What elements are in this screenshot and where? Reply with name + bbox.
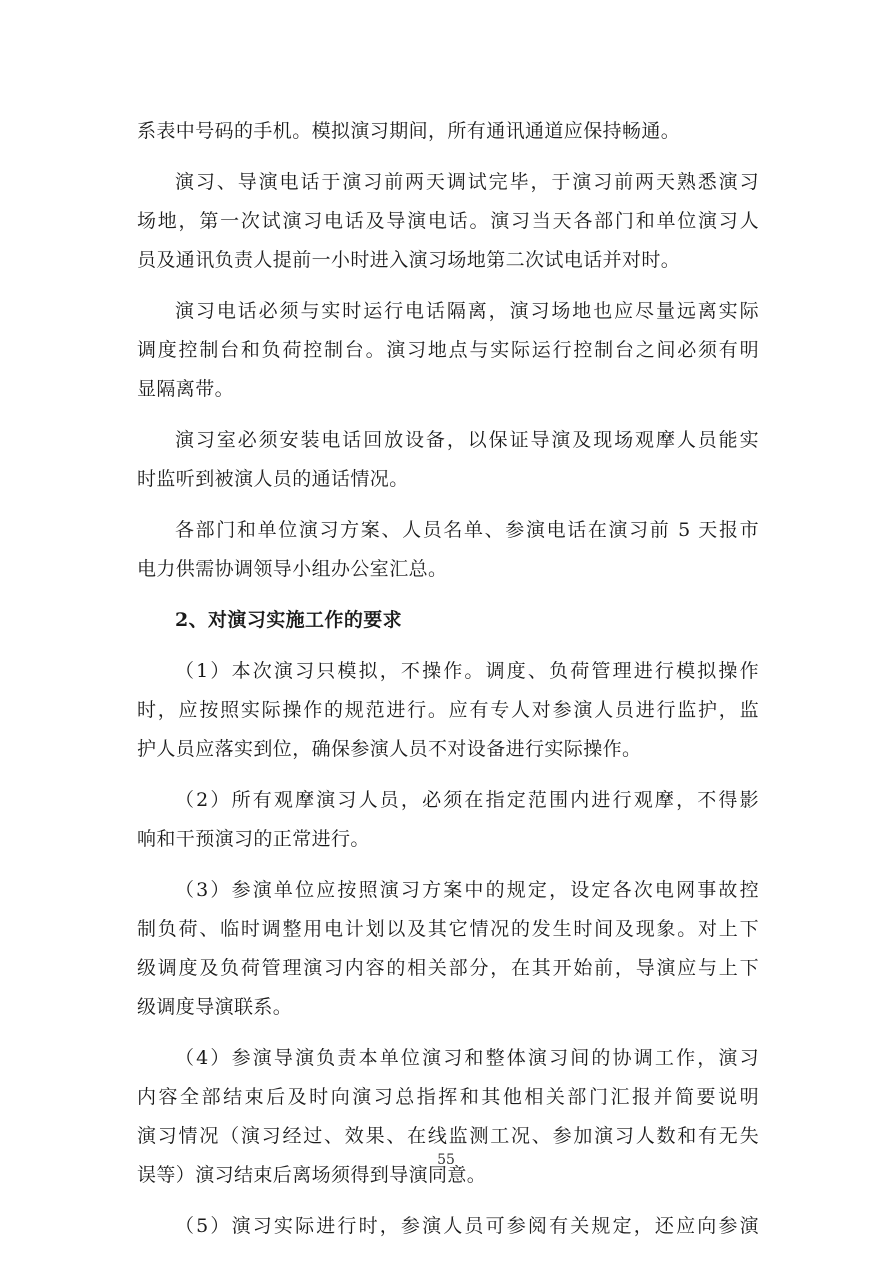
paragraph-gap bbox=[137, 151, 759, 163]
body-text-line: 时监听到被演人员的通话情况。 bbox=[137, 468, 409, 490]
body-text-line: 演习、导演电话于演习前两天调试完毕，于演习前两天熟悉演习 bbox=[175, 171, 759, 193]
body-text-line: 时，应按照实际操作的规范进行。应有专人对参演人员进行监护，监 bbox=[137, 699, 759, 721]
body-text-line: 护人员应落实到位，确保参演人员不对设备进行实际操作。 bbox=[137, 738, 642, 760]
document-page bbox=[137, 112, 759, 1246]
body-text-line: 制负荷、临时调整用电计划以及其它情况的发生时间及现象。对上下 bbox=[137, 918, 759, 940]
body-text-line: 系表中号码的手机。模拟演习期间，所有通讯通道应保持畅通。 bbox=[137, 120, 681, 142]
body-text-line: （3）参演单位应按照演习方案中的规定，设定各次电网事故控 bbox=[175, 879, 759, 901]
paragraph-gap bbox=[137, 409, 759, 421]
body-text-line: 响和干预演习的正常进行。 bbox=[137, 828, 370, 850]
paragraph-gap bbox=[137, 499, 759, 511]
body-text-line: 级调度及负荷管理演习内容的相关部分，在其开始前，导演应与上下 bbox=[137, 957, 759, 979]
body-text-line: （2）所有观摩演习人员，必须在指定范围内进行观摩，不得影 bbox=[175, 789, 759, 811]
body-text-line: 演习电话必须与实时运行电话隔离，演习场地也应尽量远离实际 bbox=[175, 300, 759, 322]
body-text-line: 显隔离带。 bbox=[137, 378, 235, 400]
body-text-line: 演习情况（演习经过、效果、在线监测工况、参加演习人数和有无失 bbox=[137, 1125, 759, 1147]
section-heading: 2、对演习实施工作的要求 bbox=[175, 609, 403, 631]
body-text-line: 演习室必须安装电话回放设备，以保证导演及现场观摩人员能实 bbox=[175, 429, 759, 451]
body-text-line: 内容全部结束后及时向演习总指挥和其他相关部门汇报并简要说明 bbox=[137, 1086, 759, 1108]
paragraph-gap bbox=[137, 859, 759, 871]
body-text-line: 误等）演习结束后离场须得到导演同意。 bbox=[137, 1164, 487, 1186]
paragraph-gap bbox=[137, 280, 759, 292]
paragraph-gap bbox=[137, 1027, 759, 1039]
body-text-line: （4）参演导演负责本单位演习和整体演习间的协调工作，演习 bbox=[175, 1047, 759, 1069]
body-text-line: 调度控制台和负荷控制台。演习地点与实际运行控制台之间必须有明 bbox=[137, 339, 759, 361]
body-text-line: 级调度导演联系。 bbox=[137, 996, 293, 1018]
paragraph-gap bbox=[137, 640, 759, 652]
paragraph-gap bbox=[137, 589, 759, 601]
body-text-line: 场地，第一次试演习电话及导演电话。演习当天各部门和单位演习人 bbox=[137, 210, 759, 232]
paragraph-gap bbox=[137, 769, 759, 781]
body-text-line: （1）本次演习只模拟，不操作。调度、负荷管理进行模拟操作 bbox=[175, 660, 759, 682]
page-number: 55 bbox=[437, 1152, 455, 1168]
body-text-line: （5）演习实际进行时，参演人员可参阅有关规定，还应向参演 bbox=[175, 1215, 759, 1237]
body-text-line: 电力供需协调领导小组办公室汇总。 bbox=[137, 558, 448, 580]
paragraph-gap bbox=[137, 1195, 759, 1207]
body-text-line: 各部门和单位演习方案、人员名单、参演电话在演习前 5 天报市 bbox=[175, 519, 759, 541]
body-text-line: 员及通讯负责人提前一小时进入演习场地第二次试电话并对时。 bbox=[137, 249, 681, 271]
